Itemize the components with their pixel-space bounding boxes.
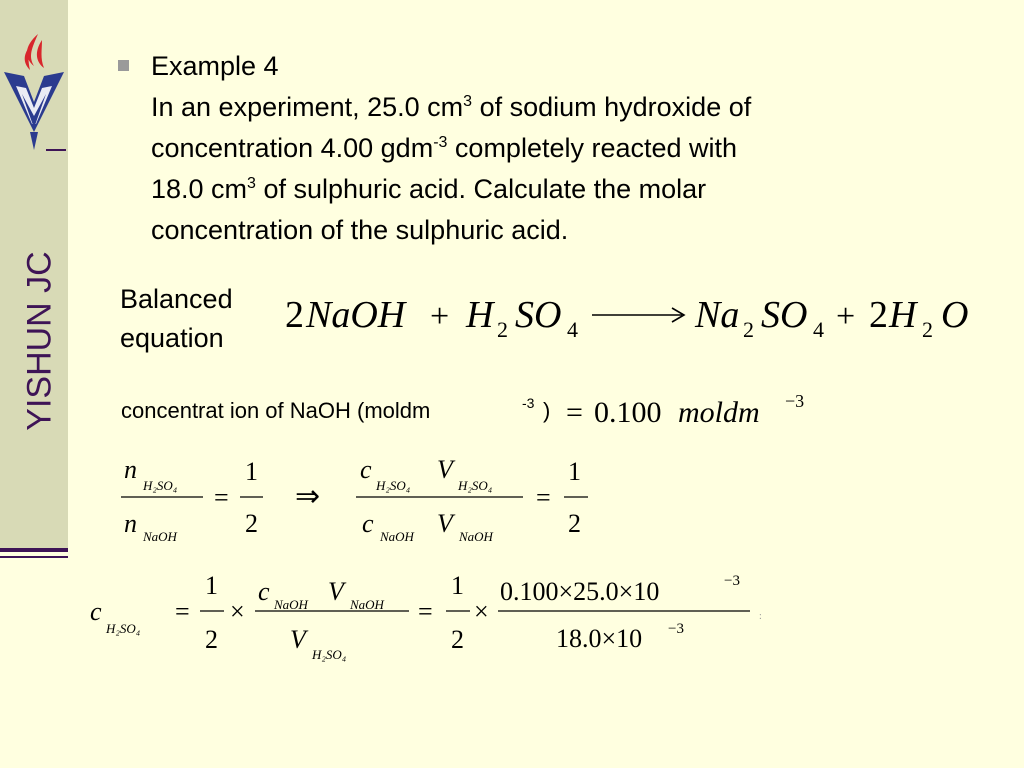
concentration-label-sup: -3	[522, 395, 535, 411]
final-denominator: 18.0×10	[556, 624, 643, 653]
question-line-1-text: In an experiment, 25.0 cm	[151, 92, 464, 122]
balanced-label-line-2: equation	[120, 323, 224, 353]
question-line-2-text: concentration 4.00 gdm	[151, 133, 434, 163]
concentration-label-close: )	[543, 398, 551, 423]
ratio-v-top-sub: H₂SO₄	[458, 478, 493, 493]
question-line-3-text: 18.0 cm	[151, 174, 248, 204]
concentration-unit-sup: −3	[785, 391, 805, 411]
final-times-1: ×	[230, 597, 245, 626]
final-trailing-mark: :	[759, 611, 762, 622]
concentration-unit: moldm	[678, 396, 760, 429]
school-name: YISHUN JC	[20, 251, 59, 431]
ratio-c-bottom-sub: NaOH	[380, 529, 414, 544]
final-times-2: ×	[474, 597, 489, 626]
ratio-one-1: 1	[245, 457, 258, 486]
eq-coef-naoh: 2	[285, 294, 304, 336]
ratio-equals-1: =	[214, 483, 229, 512]
final-v-naoh-sub: NaOH	[350, 597, 384, 612]
final-two-1: 2	[205, 625, 218, 654]
ratio-c-top: c	[360, 455, 372, 484]
ratio-one-2: 1	[568, 457, 581, 486]
final-c: c	[90, 597, 102, 626]
ratio-equals-2: =	[536, 483, 551, 512]
final-v-naoh: V	[328, 577, 344, 606]
ratio-v-bottom: V	[437, 509, 453, 538]
balanced-equation	[285, 294, 968, 342]
final-c-naoh-sub: NaOH	[274, 597, 308, 612]
concentration-line	[121, 391, 804, 429]
final-v-h2so4: V	[290, 625, 306, 654]
question-line-3-sup: 3	[247, 175, 256, 192]
question-line-1-sup: 3	[463, 93, 473, 110]
ratio-n-bottom: n	[124, 509, 137, 538]
final-c-sub: H₂SO₄	[106, 621, 141, 636]
eq-sub-4b: 4	[813, 317, 824, 342]
question-line-1-tail: of sodium hydroxide of	[472, 92, 752, 122]
concentration-label: concentrat ion of NaOH (moldm	[121, 398, 431, 423]
final-numerator-exp: −3	[724, 573, 740, 589]
eq-sub-2b: 2	[743, 317, 754, 342]
eq-o: O	[941, 294, 969, 336]
ratio-c-top-sub: H₂SO₄	[376, 478, 411, 493]
eq-na: Na	[695, 294, 740, 336]
eq-sub-4a: 4	[567, 317, 578, 342]
question-line-2-tail: completely reacted with	[447, 133, 738, 163]
eq-sub-2a: 2	[497, 317, 508, 342]
eq-coef-h2o: 2	[869, 294, 888, 336]
eq-naoh: NaOH	[306, 294, 406, 336]
eq-so-2: SO	[761, 294, 808, 336]
question-line-4: concentration of the sulphuric acid.	[151, 215, 569, 245]
mole-ratio	[121, 455, 588, 544]
final-v-h2so4-sub: H₂SO₄	[312, 647, 347, 662]
eq-plus-1: +	[430, 298, 450, 335]
eq-plus-2: +	[836, 298, 856, 335]
ratio-c-bottom: c	[362, 509, 374, 538]
final-c-naoh: c	[258, 577, 270, 606]
final-equals-1: =	[175, 597, 190, 626]
final-denominator-exp: −3	[668, 621, 684, 637]
ratio-n-bottom-sub: NaOH	[143, 529, 177, 544]
question-line-2-sup: -3	[433, 134, 448, 151]
final-equals-2: =	[418, 597, 433, 626]
ratio-v-bottom-sub: NaOH	[459, 529, 493, 544]
eq-h: H	[466, 294, 494, 336]
final-one-2: 1	[451, 571, 464, 600]
ratio-n-top-sub: H₂SO₄	[143, 478, 178, 493]
ratio-two-1: 2	[245, 509, 258, 538]
implies-arrow: ⇒	[295, 480, 321, 513]
balanced-label-line-1: Balanced	[120, 284, 233, 314]
concentration-equals: =	[566, 396, 583, 429]
final-numerator: 0.100×25.0×10	[500, 577, 660, 606]
final-one-1: 1	[205, 571, 218, 600]
question-line-3-tail: of sulphuric acid. Calculate the molar	[255, 174, 707, 204]
eq-h-2: H	[889, 294, 917, 336]
ratio-v-top: V	[437, 455, 453, 484]
concentration-value: 0.100	[594, 396, 662, 429]
final-two-2: 2	[451, 625, 464, 654]
example-title: Example 4	[151, 51, 279, 81]
final-calculation	[90, 571, 762, 662]
eq-so: SO	[515, 294, 562, 336]
eq-sub-2c: 2	[922, 317, 933, 342]
ratio-two-2: 2	[568, 509, 581, 538]
ratio-n-top: n	[124, 455, 137, 484]
